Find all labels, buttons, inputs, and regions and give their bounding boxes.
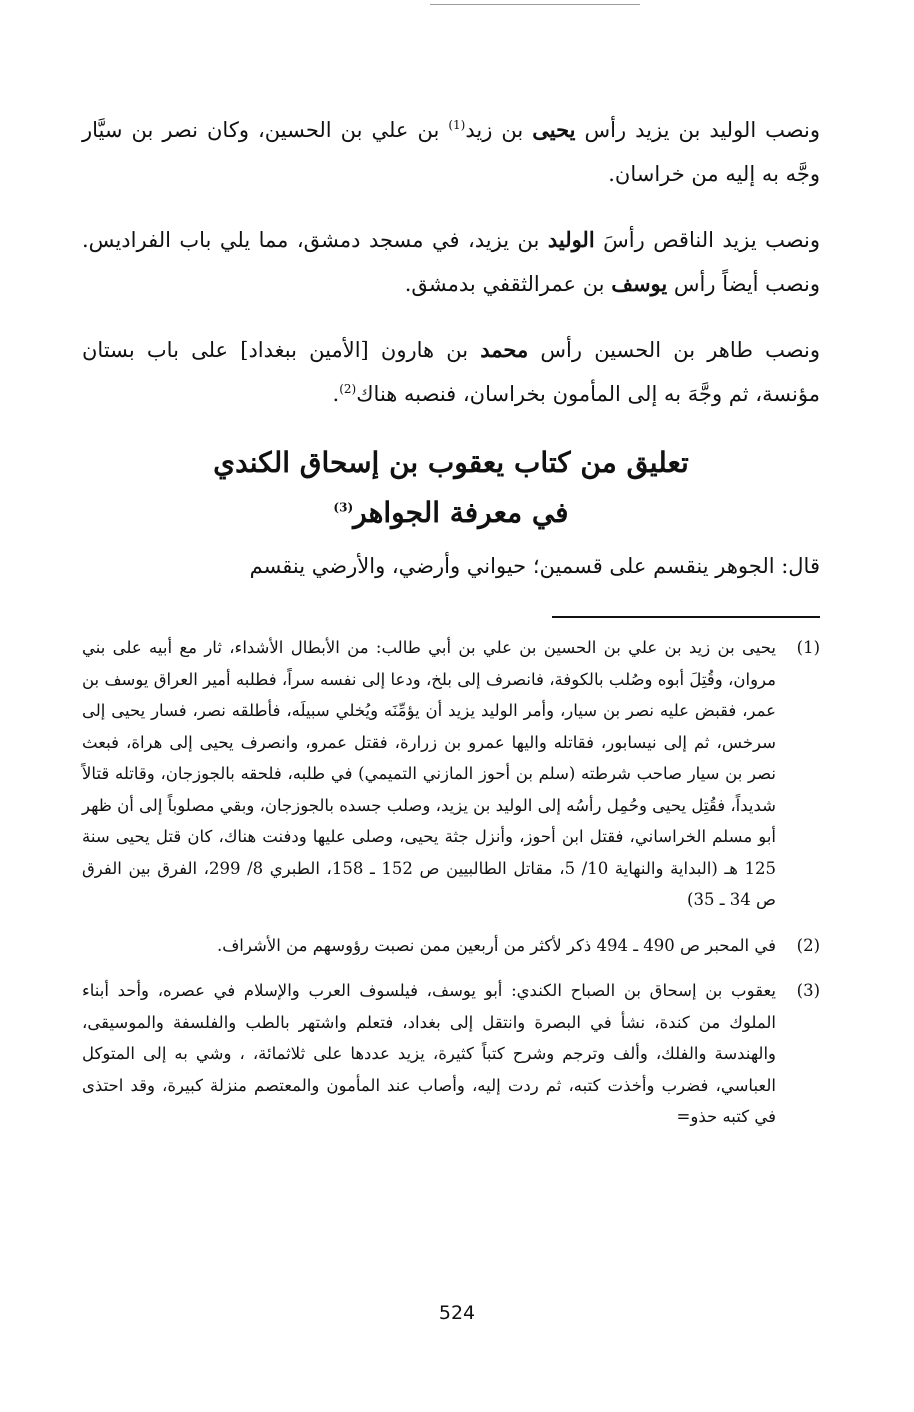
paragraph-1 — [82, 108, 820, 196]
section-title-line-2: في معرفة الجواهر — [353, 496, 569, 529]
paragraph-text: ونصب الوليد بن يزيد رأس — [575, 118, 820, 142]
bold-name: يوسف — [611, 271, 668, 296]
footnote-number: (3) — [796, 981, 820, 1000]
paragraph-text: بن هارون [الأمين ببغداد] على باب بستان مؤنسة، ثم وجَّهَ به إلى المأمون بخراسان، فنصبه هناك — [82, 338, 820, 406]
footnote-1 — [82, 632, 820, 916]
bold-name: يحيى — [532, 117, 576, 142]
footnote-ref: (3) — [333, 500, 354, 515]
footnote-text: في المحبر ص 490 ـ 494 ذكر لأكثر من أربعين ممن نصبت رؤوسهم من الأشراف. — [216, 935, 776, 955]
paragraph-text: ونصب يزيد الناقص رأسَ — [594, 228, 820, 252]
page-number: 524 — [438, 1302, 476, 1324]
section-title-line-1: تعليق من كتاب يعقوب بن إسحاق الكندي — [213, 446, 689, 479]
paragraph-text: . — [332, 382, 340, 406]
section-title — [82, 438, 820, 538]
paragraph-3 — [82, 328, 820, 416]
footnote-text: يعقوب بن إسحاق بن الصباح الكندي: أبو يوسف، فيلسوف العرب والإسلام في عصره، وأحد أبناء الملوك من كندة، نشأ في البصرة وانتقل إلى بغداد، فتعلم واشتهر بالطب والفلسفة والموسيقى، والهندسة والفلك، وألف وترجم وشرح كتباً كثيرة، يزيد عددها على ثلاثمائة، ، وشي به إلى المتوكل العباسي، فضرب وأخذت كتبه، ثم ردت إليه، وأصاب عند المأمون والمعتصم منزلة كبيرة، وقد احتذى في كتبه حذو= — [82, 981, 776, 1126]
paragraph-text: بن يزيد، في مسجد دمشق، مما يلي باب الفراديس. ونصب أيضاً رأس — [82, 228, 820, 296]
header-rule — [430, 4, 640, 5]
footnote-ref: (2) — [339, 382, 357, 396]
footnotes — [82, 632, 820, 1133]
section-intro: قال: الجوهر ينقسم على قسمين؛ حيواني وأرضي، والأرضي ينقسم — [249, 554, 820, 578]
paragraph-text: ونصب طاهر بن الحسين رأس — [528, 338, 820, 362]
paragraph-text: بن علي بن الحسين، وكان نصر بن سيَّار وجَّه به إليه من خراسان. — [82, 118, 820, 186]
paragraph-text: بن زيد — [465, 118, 533, 142]
bold-name: الوليد — [547, 227, 595, 252]
paragraph-text: بن عمرالثقفي بدمشق. — [404, 272, 612, 296]
footnote-text: يحيى بن زيد بن علي بن الحسين بن علي بن أبي طالب: من الأبطال الأشداء، ثار مع أبيه على بني مروان، وقُتِلَ أبوه وصُلب بالكوفة، فانصرف إلى بلخ، ودعا إلى نفسه سراً، فطلبه أمير العراق يوسف بن عمر، فقبض عليه نصر بن سيار، وأمر الوليد يزيد أن يؤمِّنَه ويُخلي سبيلَه، فأطلقه نصر، فسار يحيى إلى سرخس، ثم إلى نيسابور، فقاتله واليها عمرو بن زرارة، فقتل عمرو، وانصرف يحيى إلى هراة، فبعث نصر بن سيار صاحب شرطته (سلم بن أحوز المازني التميمي) في طلبه، فلحقه بالجوزجان، وقاتله قتالاً شديداً، فقُتِل يحيى وحُمِل رأسُه إلى الوليد بن يزيد، وصلب جسده بالجوزجان، وبقي مصلوباً إلى أن ظهر أبو مسلم الخراساني، فقتل ابن أحوز، وأنزل جثة يحيى، وصلى عليها ودفنت هناك، كان قتل يحيى سنة 125 هـ (البداية والنهاية 10/ 5، مقاتل الطالبيين ص 152 ـ 158، الطبري 8/ 299، الفرق بين الفرق ص 34 ـ 35) — [82, 638, 777, 909]
paragraph-2 — [82, 218, 820, 306]
footnote-number: (1) — [796, 638, 820, 657]
footnote-number: (2) — [796, 935, 820, 955]
page-body — [82, 108, 820, 1147]
footnote-separator — [552, 616, 820, 618]
footnote-3 — [82, 975, 820, 1133]
footnote-2 — [82, 930, 820, 962]
footnote-ref: (1) — [448, 118, 466, 132]
bold-name: محمد — [480, 337, 529, 362]
